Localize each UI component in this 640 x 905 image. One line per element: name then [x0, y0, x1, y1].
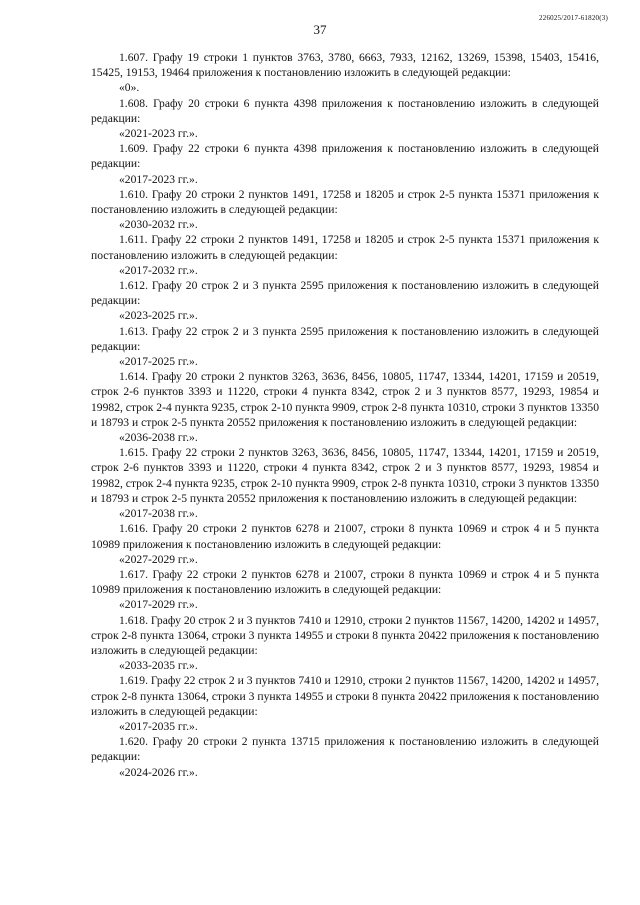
amendment-item — [91, 567, 599, 613]
amendment-item — [91, 187, 599, 233]
amendment-text: 1.616. Графу 20 строки 2 пунктов 6278 и 21007, строки 8 пункта 10969 и строк 4 и 5 пункта 10989 приложения к постановлению изложить в следующей редакции: — [91, 522, 599, 551]
amendment-item — [91, 734, 599, 780]
amendment-item — [91, 673, 599, 734]
amendment-value: «2024-2026 гг.». — [119, 765, 198, 779]
amendment-text: 1.615. Графу 22 строки 2 пунктов 3263, 3636, 8456, 10805, 11747, 13344, 14201, 17159 и 20519, строк 2-6 пунктов 3393 и 11220, строки 4 пункта 8342, строк 2 и 3 пунктов 8577, 19293, 19854 и 19982, строк 2-4 пункта 9235, строк 2-10 пункта 9909, строк 2-8 пункта 10310, строки 3 пунктов 13350 и 18793 и строк 2-5 пункта 20552 приложения к постановлению изложить в следующей редакции: — [91, 446, 599, 505]
amendment-text: 1.610. Графу 20 строки 2 пунктов 1491, 17258 и 18205 и строк 2-5 пункта 15371 приложения к постановлению изложить в следующей редакции: — [91, 187, 599, 217]
amendment-item — [91, 50, 599, 96]
amendment-text: 1.614. Графу 20 строки 2 пунктов 3263, 3636, 8456, 10805, 11747, 13344, 14201, 17159 и 20519, строк 2-6 пунктов 3393 и 11220, строки 4 пункта 8342, строк 2 и 3 пунктов 8577, 19293, 19854 и 19982, строк 2-4 пункта 9235, строк 2-10 пункта 9909, строк 2-8 пункта 10310, строки 3 пунктов 13350 и 18793 и строк 2-5 пункта 20552 приложения к постановлению изложить в следующей редакции: — [91, 370, 599, 429]
amendment-text: 1.612. Графу 20 строк 2 и 3 пункта 2595 приложения к постановлению изложить в следующей редакции: — [91, 279, 599, 308]
amendment-text: 1.618. Графу 20 строк 2 и 3 пунктов 7410 и 12910, строки 2 пунктов 11567, 14200, 14202 и 14957, строк 2-8 пункта 13064, строки 3 пункта 14955 и строки 8 пункта 20422 приложения к постановлению изложить в следующей редакции: — [91, 613, 599, 657]
document-id: 226025/2017-61820(3) — [539, 14, 608, 22]
amendment-text: 1.607. Графу 19 строки 1 пунктов 3763, 3780, 6663, 7933, 12162, 13269, 15398, 15403, 15416, 15425, 19153, 19464 приложения к постановлению изложить в следующей редакции: — [91, 51, 599, 80]
amendment-value: «2023-2025 гг.». — [119, 309, 198, 323]
amendment-value: «2017-2035 гг.». — [119, 719, 198, 733]
amendment-value: «2036-2038 гг.». — [119, 431, 198, 445]
amendment-text: 1.613. Графу 22 строк 2 и 3 пункта 2595 приложения к постановлению изложить в следующей редакции: — [91, 324, 599, 353]
amendment-value: «2017-2023 гг.». — [119, 172, 198, 186]
amendment-value: «2027-2029 гг.». — [119, 552, 198, 566]
amendment-item — [91, 232, 599, 278]
amendment-value: «2017-2032 гг.». — [119, 263, 198, 277]
amendment-text: 1.617. Графу 22 строки 2 пунктов 6278 и 21007, строки 8 пункта 10969 и строк 4 и 5 пункта 10989 приложения к постановлению изложить в следующей редакции: — [91, 567, 599, 597]
amendment-text: 1.619. Графу 22 строк 2 и 3 пунктов 7410 и 12910, строки 2 пунктов 11567, 14200, 14202 и 14957, строк 2-8 пункта 13064, строки 3 пункта 14955 и строки 8 пункта 20422 приложения к постановлению изложить в следующей редакции: — [91, 674, 599, 718]
amendment-item — [91, 278, 599, 324]
amendment-text: 1.620. Графу 20 строки 2 пункта 13715 приложения к постановлению изложить в следующей редакции: — [91, 735, 599, 764]
amendment-item — [91, 521, 599, 567]
amendment-value: «2017-2025 гг.». — [119, 355, 198, 369]
amendment-text: 1.611. Графу 22 строки 2 пунктов 1491, 17258 и 18205 и строк 2-5 пункта 15371 приложения к постановлению изложить в следующей редакции: — [91, 233, 599, 262]
amendment-value: «2033-2035 гг.». — [119, 659, 198, 673]
amendment-text: 1.609. Графу 22 строки 6 пункта 4398 приложения к постановлению изложить в следующей редакции: — [91, 142, 599, 171]
amendment-item — [91, 445, 599, 521]
amendment-item — [91, 141, 599, 187]
amendment-item — [91, 96, 599, 142]
amendment-item — [91, 613, 599, 674]
amendment-value: «2017-2029 гг.». — [119, 598, 198, 612]
page-number: 37 — [313, 22, 327, 37]
amendment-item — [91, 369, 599, 445]
amendment-value: «2021-2023 гг.». — [119, 127, 198, 141]
amendment-item — [91, 324, 599, 370]
amendment-value: «2017-2038 гг.». — [119, 507, 198, 521]
document-body — [91, 50, 599, 780]
amendment-text: 1.608. Графу 20 строки 6 пункта 4398 приложения к постановлению изложить в следующей редакции: — [91, 96, 599, 125]
amendment-value: «0». — [119, 81, 140, 95]
amendment-value: «2030-2032 гг.». — [119, 218, 198, 232]
